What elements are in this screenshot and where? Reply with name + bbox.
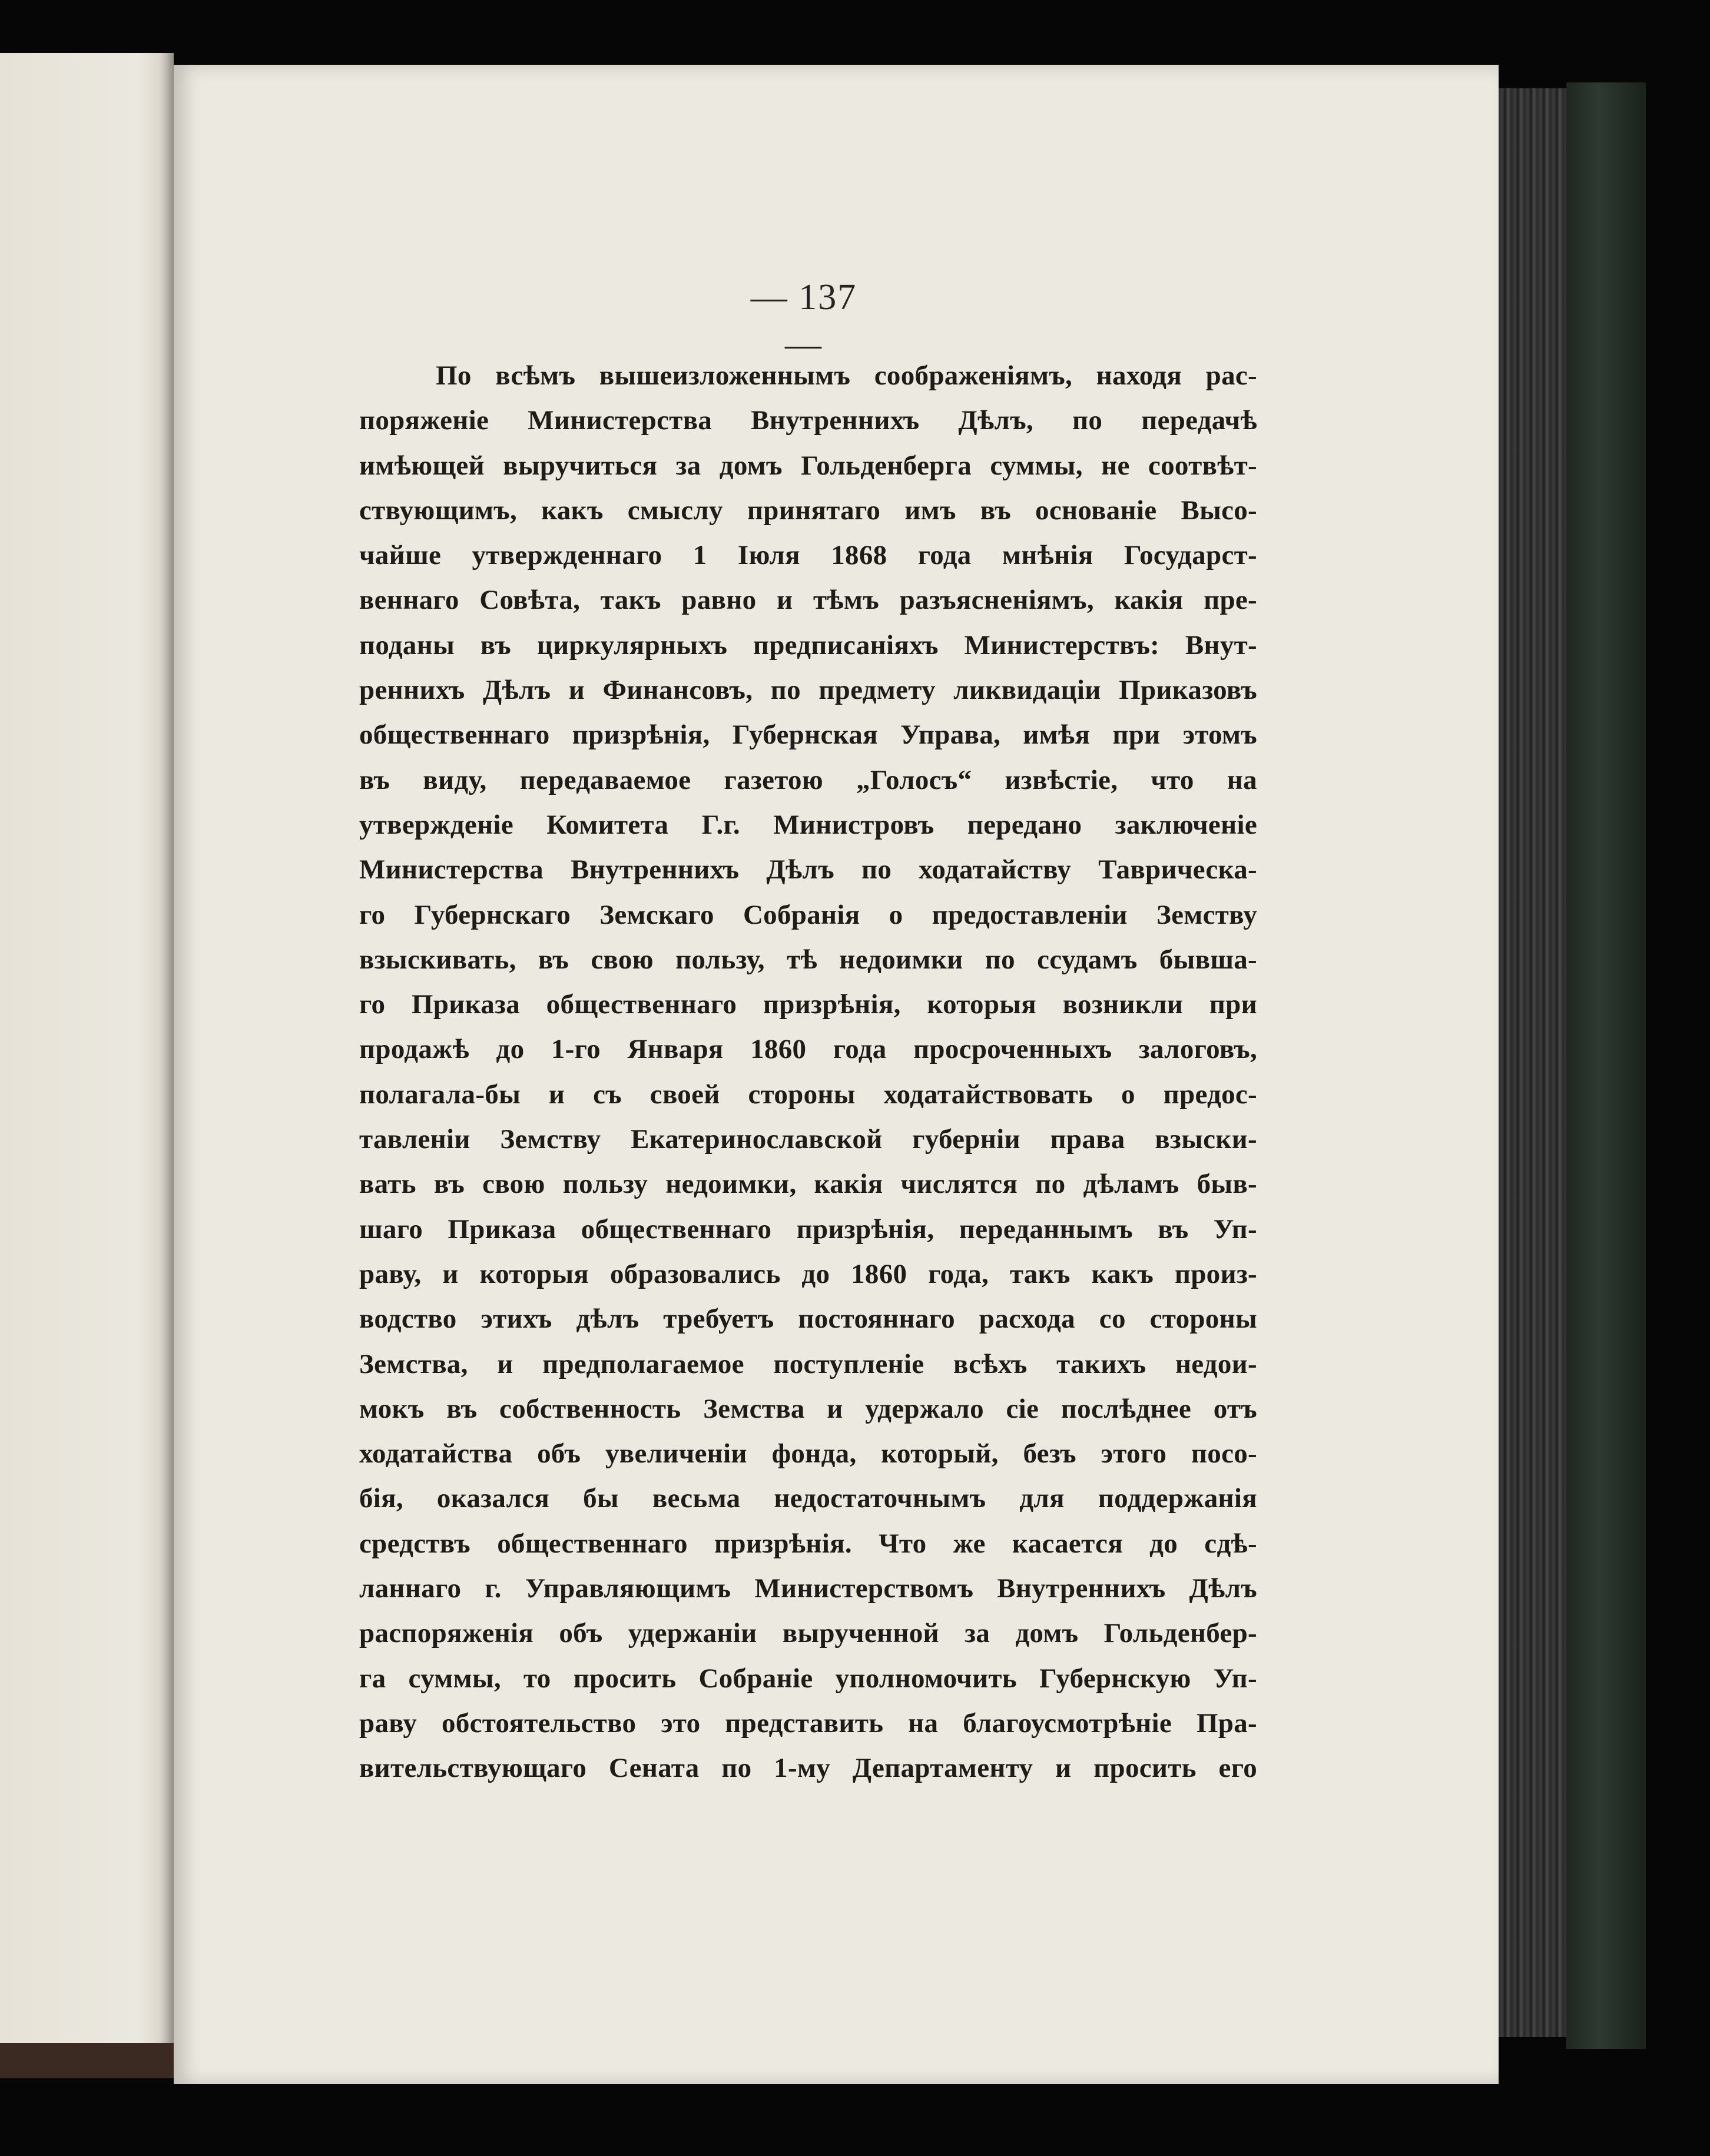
text-line: имѣющей выручиться за домъ Гольденберга суммы, не соотвѣт- [359,450,1257,481]
text-line: средствъ общественнаго призрѣнія. Что же касается до сдѣ- [359,1528,1257,1559]
text-line: бія, оказался бы весьма недостаточнымъ для поддержанія [359,1483,1257,1514]
text-line: ходатайства объ увеличеніи фонда, который, безъ этого посо- [359,1438,1257,1470]
text-line: ствующимъ, какъ смыслу принятаго имъ въ основаніе Высо- [359,495,1257,526]
text-line: веннаго Совѣта, такъ равно и тѣмъ разъясненіямъ, какія пре- [359,585,1257,616]
text-line: въ виду, передаваемое газетою „Голосъ“ извѣстіе, что на [359,764,1257,795]
text-line: шаго Приказа общественнаго призрѣнія, переданнымъ въ Уп- [359,1213,1257,1245]
text-line: водство этихъ дѣлъ требуетъ постояннаго расхода со стороны [359,1303,1257,1335]
text-line: раву, и которыя образовались до 1860 года, такъ какъ произ- [359,1258,1257,1289]
text-line: продажѣ до 1-го Января 1860 года просроченныхъ залоговъ, [359,1034,1257,1065]
text-line: взыскивать, въ свою пользу, тѣ недоимки по ссудамъ бывша- [359,944,1257,975]
cover-strip [0,2043,177,2078]
text-line: Земства, и предполагаемое поступленіе всѣхъ такихъ недои- [359,1348,1257,1379]
text-line: утвержденіе Комитета Г.г. Министровъ передано заключеніе [359,809,1257,840]
text-line: полагала-бы и съ своей стороны ходатайствовать о предос- [359,1079,1257,1110]
text-line: По всѣмъ вышеизложеннымъ соображеніямъ, находя рас- [436,360,1257,391]
text-line: го Губернскаго Земскаго Собранія о предоставленіи Земству [359,899,1257,930]
text-line: распоряженія объ удержаніи вырученной за домъ Гольденбер- [359,1618,1257,1649]
text-line: поданы въ циркулярныхъ предписаніяхъ Министерствъ: Внут- [359,629,1257,661]
book-cover [1566,82,1646,2049]
page-number: — 137 — [750,277,857,364]
text-line: ланнаго г. Управляющимъ Министерствомъ Внутреннихъ Дѣлъ [359,1573,1257,1604]
text-line: вительствующаго Сената по 1-му Департаменту и просить его [359,1753,1257,1784]
text-line: общественнаго призрѣнія, Губернская Управа, имѣя при этомъ [359,719,1257,751]
facing-page-edge [0,53,174,2075]
text-line: тавленіи Земству Екатеринославской губерніи права взыски- [359,1124,1257,1155]
text-line: Министерства Внутреннихъ Дѣлъ по ходатайству Таврическа- [359,854,1257,885]
gutter-shadow [159,53,175,2075]
text-line: поряженіе Министерства Внутреннихъ Дѣлъ, по передачѣ [359,405,1257,436]
book-page-edges [1499,88,1575,2037]
text-line: чайше утвержденнаго 1 Іюля 1868 года мнѣнія Государст- [359,540,1257,571]
text-line: мокъ въ собственность Земства и удержало сіе послѣднее отъ [359,1393,1257,1424]
text-line: вать въ свою пользу недоимки, какія числятся по дѣламъ быв- [359,1169,1257,1200]
text-line: го Приказа общественнаго призрѣнія, которыя возникли при [359,989,1257,1020]
body-text [359,353,1257,1791]
text-line: га суммы, то просить Собраніе уполномочить Губернскую Уп- [359,1663,1257,1694]
text-line: реннихъ Дѣлъ и Финансовъ, по предмету ликвидаціи Приказовъ [359,675,1257,706]
text-line: раву обстоятельство это представить на благоусмотрѣніе Пра- [359,1707,1257,1739]
